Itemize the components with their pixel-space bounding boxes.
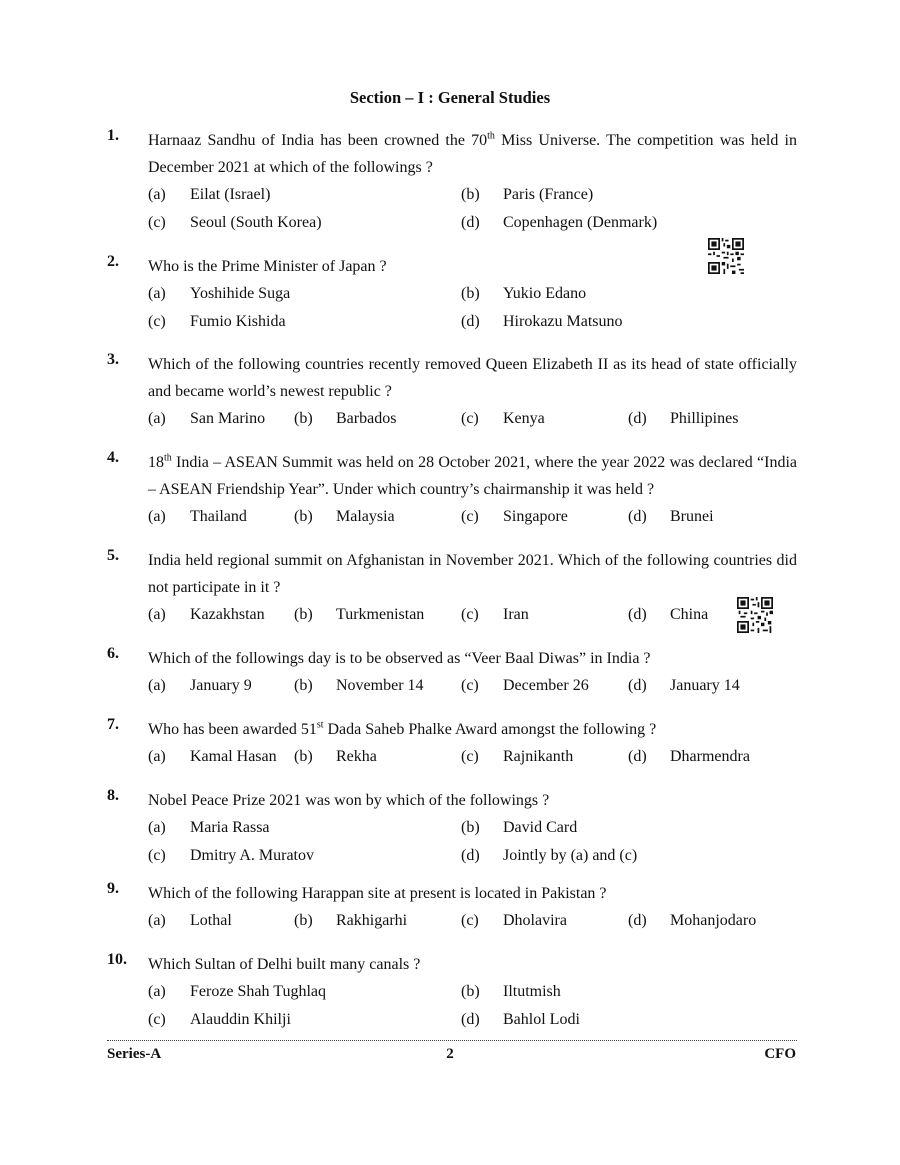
question-7 bbox=[107, 716, 797, 771]
option-a: (a) Eilat (Israel) bbox=[148, 186, 271, 203]
option-b: (b) Barbados bbox=[294, 410, 397, 427]
option-b: (b) Iltutmish bbox=[461, 983, 561, 1000]
section-title: Section – I : General Studies bbox=[349, 88, 551, 107]
question-6 bbox=[107, 645, 797, 700]
options-row bbox=[148, 280, 797, 308]
question-10 bbox=[107, 951, 797, 1034]
question-8 bbox=[107, 787, 797, 870]
option-b: (b) David Card bbox=[461, 819, 578, 836]
options-row bbox=[148, 503, 797, 531]
option-c: (c) Alauddin Khilji bbox=[148, 1011, 291, 1028]
option-a: (a) Kamal Hasan bbox=[148, 748, 277, 765]
options-row bbox=[148, 978, 797, 1006]
page-number: 2 bbox=[446, 1046, 454, 1062]
options-row bbox=[148, 814, 797, 842]
option-c: (c) Kenya bbox=[461, 410, 545, 427]
options-row bbox=[148, 672, 797, 700]
option-d: (d) Mohanjodaro bbox=[628, 912, 757, 929]
option-c: (c) Rajnikanth bbox=[461, 748, 574, 765]
question-number: 5. bbox=[107, 547, 119, 564]
option-d: (d) China bbox=[628, 606, 709, 623]
question-text: 18th India – ASEAN Summit was held on 28 October 2021, where the year 2022 was declared “India – ASEAN Friendship Year”. Under which country’s chairmanship it was held ? bbox=[148, 452, 797, 498]
option-a: (a) San Marino bbox=[148, 410, 266, 427]
question-3 bbox=[107, 351, 797, 433]
question-number: 7. bbox=[107, 716, 119, 733]
option-d: (d) Hirokazu Matsuno bbox=[461, 313, 623, 330]
options-row bbox=[148, 209, 797, 237]
option-c: (c) December 26 bbox=[461, 677, 589, 694]
question-1 bbox=[107, 127, 797, 237]
option-b: (b) Rakhigarhi bbox=[294, 912, 408, 929]
option-d: (d) Bahlol Lodi bbox=[461, 1011, 580, 1028]
option-d: (d) January 14 bbox=[628, 677, 740, 694]
option-d: (d) Phillipines bbox=[628, 410, 739, 427]
series-label: Series-A bbox=[107, 1046, 162, 1062]
options-row bbox=[148, 181, 797, 209]
option-c: (c) Seoul (South Korea) bbox=[148, 214, 322, 231]
options-row bbox=[148, 842, 797, 870]
question-number: 2. bbox=[107, 253, 119, 270]
question-number: 1. bbox=[107, 127, 119, 144]
question-number: 9. bbox=[107, 880, 119, 897]
option-c: (c) Singapore bbox=[461, 508, 568, 525]
question-text: Which of the following countries recently removed Queen Elizabeth II as its head of state officially and became world’s newest republic ? bbox=[148, 356, 797, 400]
option-b: (b) Yukio Edano bbox=[461, 285, 587, 302]
question-text: Which Sultan of Delhi built many canals ? bbox=[148, 956, 421, 973]
question-9 bbox=[107, 880, 797, 935]
question-text: India held regional summit on Afghanistan in November 2021. Which of the following countries did not participate in it ? bbox=[148, 552, 797, 596]
option-b: (b) Paris (France) bbox=[461, 186, 594, 203]
option-c: (c) Dholavira bbox=[461, 912, 567, 929]
option-c: (c) Fumio Kishida bbox=[148, 313, 286, 330]
option-c: (c) Dmitry A. Muratov bbox=[148, 847, 314, 864]
options-row bbox=[148, 601, 797, 629]
question-number: 10. bbox=[107, 951, 127, 968]
options-row bbox=[148, 308, 797, 336]
options-row bbox=[148, 1006, 797, 1034]
question-5 bbox=[107, 547, 797, 629]
option-b: (b) November 14 bbox=[294, 677, 424, 694]
option-a: (a) January 9 bbox=[148, 677, 252, 694]
question-2 bbox=[107, 253, 797, 336]
option-d: (d) Jointly by (a) and (c) bbox=[461, 847, 638, 864]
question-text: Nobel Peace Prize 2021 was won by which of the followings ? bbox=[148, 792, 550, 809]
option-d: (d) Brunei bbox=[628, 508, 714, 525]
paper-code: CFO bbox=[764, 1046, 796, 1062]
option-d: (d) Copenhagen (Denmark) bbox=[461, 214, 658, 231]
options-row bbox=[148, 743, 797, 771]
question-number: 8. bbox=[107, 787, 119, 804]
option-a: (a) Maria Rassa bbox=[148, 819, 270, 836]
question-text: Which of the followings day is to be observed as “Veer Baal Diwas” in India ? bbox=[148, 650, 651, 667]
question-text: Who has been awarded 51st Dada Saheb Phalke Award amongst the following ? bbox=[148, 719, 657, 738]
option-c: (c) Iran bbox=[461, 606, 529, 623]
question-number: 3. bbox=[107, 351, 119, 368]
question-text: Who is the Prime Minister of Japan ? bbox=[148, 258, 387, 275]
option-a: (a) Thailand bbox=[148, 508, 247, 525]
question-text: Which of the following Harappan site at present is located in Pakistan ? bbox=[148, 885, 607, 902]
option-a: (a) Kazakhstan bbox=[148, 606, 265, 623]
option-b: (b) Malaysia bbox=[294, 508, 395, 525]
question-text: Harnaaz Sandhu of India has been crowned the 70th Miss Universe. The competition was held in December 2021 at which of the followings ? bbox=[148, 130, 797, 176]
option-b: (b) Rekha bbox=[294, 748, 377, 765]
option-a: (a) Yoshihide Suga bbox=[148, 285, 291, 302]
options-row bbox=[148, 405, 797, 433]
option-a: (a) Feroze Shah Tughlaq bbox=[148, 983, 326, 1000]
qr-code-icon bbox=[737, 597, 773, 633]
question-number: 4. bbox=[107, 449, 119, 466]
option-a: (a) Lothal bbox=[148, 912, 232, 929]
options-row bbox=[148, 907, 797, 935]
question-4 bbox=[107, 449, 797, 531]
option-b: (b) Turkmenistan bbox=[294, 606, 425, 623]
qr-code-icon bbox=[708, 238, 744, 274]
footer-divider bbox=[107, 1040, 797, 1041]
option-d: (d) Dharmendra bbox=[628, 748, 750, 765]
question-number: 6. bbox=[107, 645, 119, 662]
